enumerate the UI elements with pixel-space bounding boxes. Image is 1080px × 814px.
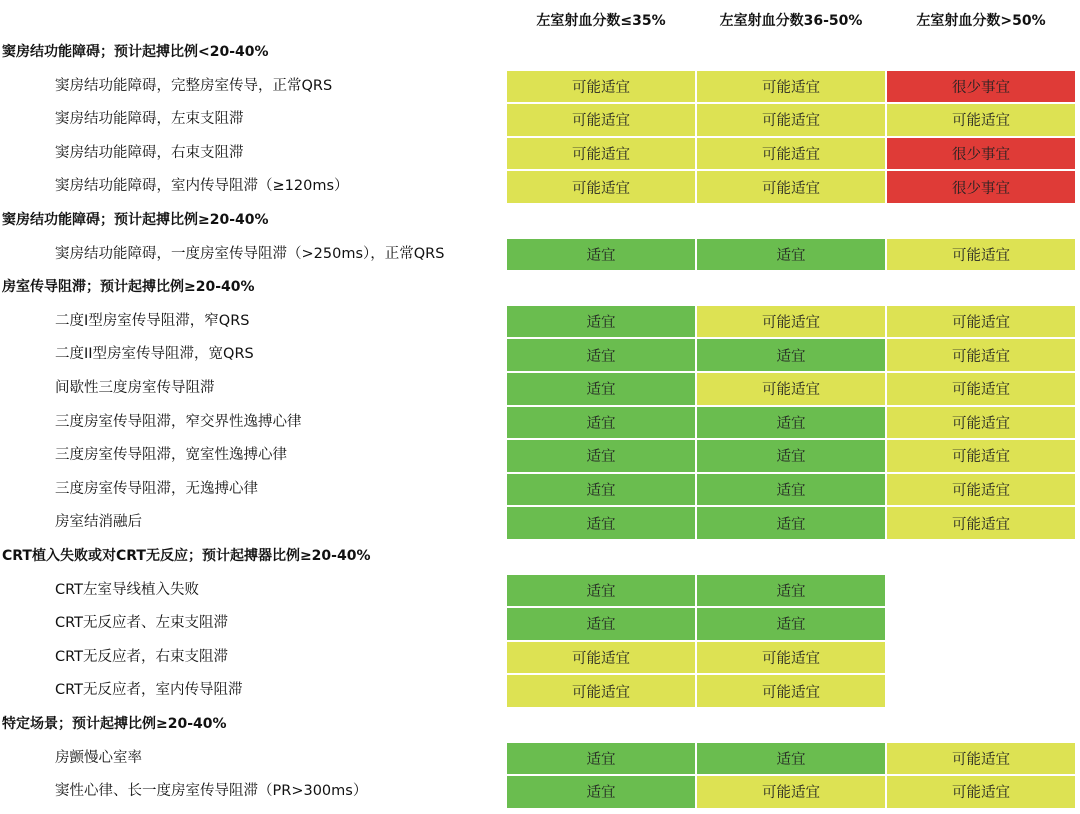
rating-cell: 很少事宜: [887, 138, 1075, 170]
rating-cell: 可能适宜: [887, 474, 1075, 506]
table-row: [0, 742, 1080, 776]
table-row: [0, 641, 1080, 675]
rating-cell: 可能适宜: [887, 306, 1075, 338]
row-label: CRT无反应者、左束支阻滞: [55, 615, 229, 632]
row-label: 窦房结功能障碍，一度房室传导阻滞（>250ms），正常QRS: [55, 245, 445, 262]
row-label: 窦房结功能障碍，右束支阻滞: [55, 144, 244, 161]
rating-cell: 适宜: [507, 373, 695, 405]
rating-cell: 适宜: [697, 575, 885, 607]
column-header-lvef-gt50: 左室射血分数>50%: [916, 13, 1046, 29]
row-label: 房颤慢心室率: [55, 749, 142, 766]
rating-cell: 可能适宜: [697, 104, 885, 136]
table-row: [0, 574, 1080, 608]
rating-cell: 适宜: [697, 339, 885, 371]
row-label: 窦性心律、长一度房室传导阻滞（PR>300ms）: [55, 783, 368, 800]
rating-cell: 可能适宜: [507, 138, 695, 170]
rating-cell: 适宜: [697, 440, 885, 472]
row-label: 三度房室传导阻滞，宽室性逸搏心律: [55, 447, 287, 464]
column-header-lvef-36-50: 左室射血分数36-50%: [719, 13, 863, 29]
table-row: [0, 170, 1080, 204]
section-header: [0, 271, 1080, 305]
rating-cell: 适宜: [507, 474, 695, 506]
table-row: [0, 305, 1080, 339]
row-label: 二度I型房室传导阻滞，窄QRS: [55, 312, 250, 329]
rating-cell: 可能适宜: [697, 642, 885, 674]
rating-cell: 可能适宜: [507, 71, 695, 103]
table-row: [0, 372, 1080, 406]
section-title: 房室传导阻滞；预计起搏比例≥20-40%: [2, 279, 255, 296]
rating-cell: 可能适宜: [887, 239, 1075, 271]
rating-cell: 可能适宜: [887, 339, 1075, 371]
rating-cell: 可能适宜: [887, 440, 1075, 472]
rating-cell: 适宜: [507, 575, 695, 607]
rating-cell: 适宜: [507, 776, 695, 808]
rating-cell: 可能适宜: [887, 407, 1075, 439]
rating-cell: 可能适宜: [697, 171, 885, 203]
row-label: 房室结消融后: [55, 514, 142, 531]
section-title: 特定场景；预计起搏比例≥20-40%: [2, 716, 227, 732]
rating-cell: 适宜: [697, 407, 885, 439]
row-label: 窦房结功能障碍，室内传导阻滞（≥120ms）: [55, 178, 349, 195]
row-label: 三度房室传导阻滞，无逸搏心律: [55, 480, 258, 497]
row-label: 二度II型房室传导阻滞，宽QRS: [55, 346, 254, 363]
rating-cell: 适宜: [697, 608, 885, 640]
table-row: [0, 473, 1080, 507]
rating-cell: 适宜: [507, 239, 695, 271]
rating-cell: 可能适宜: [887, 507, 1075, 539]
section-title: 窦房结功能障碍；预计起搏比例≥20-40%: [2, 212, 269, 228]
table-row: [0, 674, 1080, 708]
table-row: [0, 103, 1080, 137]
rating-cell: 可能适宜: [697, 306, 885, 338]
rating-cell: 可能适宜: [697, 675, 885, 707]
row-label: CRT无反应者，右束支阻滞: [55, 648, 229, 665]
rating-cell: 适宜: [697, 507, 885, 539]
rating-cell: 可能适宜: [507, 675, 695, 707]
row-label: CRT左室导线植入失败: [55, 581, 200, 598]
rating-cell: 适宜: [507, 306, 695, 338]
rating-cell: 可能适宜: [697, 373, 885, 405]
rating-cell: 可能适宜: [697, 776, 885, 808]
rating-cell: 可能适宜: [887, 104, 1075, 136]
rating-cell: 可能适宜: [887, 373, 1075, 405]
table-row: [0, 70, 1080, 104]
rating-cell: 可能适宜: [887, 743, 1075, 775]
rating-cell: 适宜: [507, 407, 695, 439]
table-row: [0, 775, 1080, 809]
rating-cell: 可能适宜: [697, 71, 885, 103]
section-header: [0, 204, 1080, 238]
rating-cell: 可能适宜: [507, 642, 695, 674]
row-label: 间歇性三度房室传导阻滞: [55, 380, 215, 396]
rating-cell: 可能适宜: [887, 776, 1075, 808]
row-label: CRT无反应者，室内传导阻滞: [55, 682, 243, 699]
rating-cell: 可能适宜: [697, 138, 885, 170]
section-title: 窦房结功能障碍；预计起搏比例<20-40%: [2, 44, 269, 60]
row-label: 窦房结功能障碍，完整房室传导，正常QRS: [55, 77, 333, 94]
row-label: 三度房室传导阻滞，窄交界性逸搏心律: [55, 413, 302, 430]
column-header-lvef-le35: 左室射血分数≤35%: [536, 13, 666, 29]
rating-cell: 可能适宜: [507, 171, 695, 203]
rating-cell: 适宜: [697, 474, 885, 506]
rating-cell: 适宜: [507, 339, 695, 371]
section-header: [0, 540, 1080, 574]
table-row: [0, 439, 1080, 473]
rating-cell: 适宜: [697, 239, 885, 271]
rating-cell: 适宜: [697, 743, 885, 775]
table-row: [0, 607, 1080, 641]
rating-cell: 适宜: [507, 608, 695, 640]
table-row: [0, 137, 1080, 171]
section-header: [0, 708, 1080, 742]
section-header: [0, 36, 1080, 70]
rating-cell: 很少事宜: [887, 171, 1075, 203]
section-title: CRT植入失败或对CRT无反应；预计起搏器比例≥20-40%: [2, 548, 371, 564]
table-row: [0, 338, 1080, 372]
rating-cell: 适宜: [507, 440, 695, 472]
rating-cell: 很少事宜: [887, 71, 1075, 103]
table-row: [0, 238, 1080, 272]
table-row: [0, 506, 1080, 540]
rating-cell: 适宜: [507, 743, 695, 775]
table-row: [0, 406, 1080, 440]
rating-cell: 可能适宜: [507, 104, 695, 136]
row-label: 窦房结功能障碍，左束支阻滞: [55, 111, 244, 128]
rating-cell: 适宜: [507, 507, 695, 539]
